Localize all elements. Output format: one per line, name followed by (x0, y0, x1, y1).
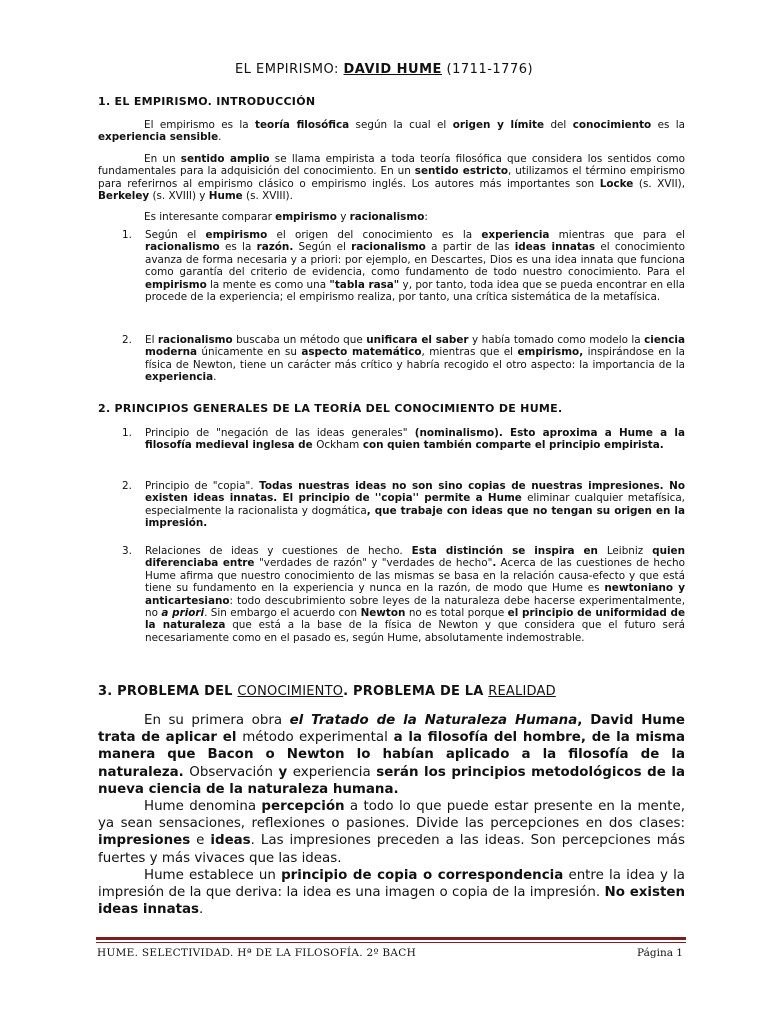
text-run: Según el (145, 229, 206, 241)
text-run: No existen ideas innatas (98, 885, 685, 918)
text-run: aspecto matemático (301, 346, 422, 359)
text-run: Locke (599, 177, 634, 190)
text-run: sentido amplio (180, 153, 270, 165)
text-run: inspirándose en la física de Newton, tiene un carácter más crítico y habría recogido el otro aspecto: la importancia de la (145, 346, 685, 371)
text-run: . (492, 557, 497, 570)
text-run: ciencia moderna (145, 334, 686, 359)
text-run: Según el (293, 241, 352, 254)
section2-heading: 2. PRINCIPIOS GENERALES DE LA TEORÍA DEL CONOCIMIENTO DE HUME. (98, 402, 563, 415)
text-run: : todo descubrimiento sobre leyes de la naturaleza debe hacerse experimentalmente, no (145, 594, 685, 620)
s2-list-number-2: 2. (122, 480, 132, 492)
footer-rule-thick (96, 937, 686, 940)
text-run: únicamente en su (196, 346, 302, 359)
text-run: a la filosofía del hombre, de la misma manera que Bacon o Newton lo habían aplicado a la filosofía de la naturaleza. (98, 730, 686, 780)
text-run: quien diferenciaba entre (145, 545, 685, 570)
text-run: racionalismo (157, 334, 233, 346)
text-run: newtoniano y anticartesiano (145, 582, 686, 607)
title-prefix: EL EMPIRISMO: (234, 62, 344, 77)
text-run: el (289, 713, 312, 728)
text-run: empirismo (275, 211, 337, 223)
text-run: unificara el saber (366, 334, 469, 346)
section3-heading (98, 684, 556, 699)
text-run: es la (651, 119, 686, 131)
s3-heading-a: PROBLEMA DEL (117, 684, 238, 699)
s1-paragraph-3 (144, 211, 731, 223)
text-run: no es total porque (405, 607, 508, 620)
text-run: con quien también comparte el principio empirista. (359, 439, 664, 452)
s2-list-number-3: 3. (122, 545, 132, 557)
s1-list-number-1: 1. (122, 229, 132, 241)
text-run: racionalismo (351, 241, 426, 254)
text-run: y (336, 211, 350, 223)
text-run: Principio de "copia". (145, 480, 254, 492)
text-run: experiencia sensible (98, 131, 219, 144)
text-run: Hume establece un (144, 868, 282, 883)
text-run: ideas innatas (514, 241, 596, 254)
page-title (0, 62, 768, 77)
text-run: , mientras que el (421, 346, 518, 359)
text-run: El (145, 334, 158, 346)
text-run: , David Hume trata de aplicar el (98, 713, 685, 746)
text-run: percepción (261, 799, 345, 814)
footer-rule-thin (96, 942, 686, 943)
text-run: racionalismo (349, 211, 425, 223)
text-run: , que trabaje con ideas que no tengan su origen en la impresión. (145, 504, 686, 530)
text-run: y había tomado como modelo la (468, 334, 645, 346)
text-run: experiencia (145, 371, 214, 384)
text-run: Relaciones de ideas y cuestiones de hecho. (145, 545, 403, 557)
s3-heading-c: . PROBLEMA DE LA (343, 684, 489, 699)
s1-list-item-2 (145, 334, 685, 384)
text-run: Principio de "negación de las ideas generales" (145, 427, 408, 439)
text-run: . Sin embargo el acuerdo con (204, 607, 361, 620)
text-run: Acerca de las cuestiones de hecho Hume afirma que nuestro conocimiento de las mismas se basa en la relación causa-efecto y que está tiene su fundamento en la experiencia y nunca en la razón, de modo que Hume es (145, 557, 685, 595)
section1-heading: 1. EL EMPIRISMO. INTRODUCCIÓN (98, 95, 316, 108)
text-run: . Las impresiones preceden a las ideas. Son percepciones más fuertes y más vivaces que las ideas. (98, 833, 685, 866)
text-run: el principio de uniformidad de la naturaleza (145, 607, 686, 632)
s3-paragraph-3 (98, 867, 685, 919)
text-run: a todo lo que puede estar presente en la mente, ya sean sensaciones, reflexiones o pasiones. Divide las percepciones en dos clases: (98, 799, 685, 832)
s2-list-item-1 (145, 427, 685, 452)
text-run: Observación (189, 764, 273, 780)
s2-list-item-3 (145, 545, 685, 644)
text-run: entre la idea y la impresión de la que deriva: la idea es una imagen o copia de la impresión. (98, 868, 685, 901)
text-run: empirismo (145, 278, 207, 291)
text-run: teoría filosófica (255, 119, 350, 131)
text-run: es la (219, 241, 257, 254)
text-run: empirismo, (517, 346, 584, 359)
s3-heading-conocimiento: CONOCIMIENTO (237, 684, 344, 699)
text-run: Ockham (316, 439, 360, 452)
text-run: empirismo (205, 229, 268, 241)
footer-course: HUME. SELECTIVIDAD. Hª DE LA FILOSOFÍA. 2º BACH (97, 947, 417, 959)
text-run: "verdades de razón" y "verdades de hecho" (259, 557, 493, 570)
text-run: conocimiento (572, 119, 652, 131)
text-run: mientras que para el (549, 229, 685, 241)
text-run: Hume (208, 190, 243, 203)
text-run: origen y límite (452, 119, 545, 131)
text-run: principio de copia o correspondencia (281, 868, 564, 883)
text-run: . (218, 131, 222, 144)
text-run: sentido estricto (414, 165, 508, 178)
s1-paragraph-1 (98, 119, 685, 144)
text-run: ideas (210, 833, 251, 849)
text-run: impresiones (98, 833, 191, 849)
title-dates: (1711-1776) (441, 62, 534, 77)
text-run: En un (144, 153, 181, 165)
text-run: (nominalismo). Esto aproxima a Hume a la filosofía medieval inglesa de (145, 427, 685, 452)
s3-heading-realidad: REALIDAD (488, 684, 556, 699)
text-run: a priori (161, 607, 205, 620)
text-run: experiencia (481, 229, 550, 241)
text-run: buscaba un método que (232, 334, 367, 346)
text-run: (s. XVIII) y (149, 190, 209, 203)
s1-list-number-2: 2. (122, 334, 132, 346)
title-name: DAVID HUME (343, 62, 442, 77)
text-run: : (424, 211, 428, 223)
text-run: El empirismo es la (144, 119, 256, 131)
text-run: serán los principios metodológicos de la nueva ciencia de la naturaleza humana. (98, 764, 685, 797)
text-run: del (544, 119, 573, 131)
text-run: . (199, 902, 204, 918)
s1-list-item-1 (145, 229, 685, 303)
text-run: Hume denomina (144, 799, 262, 814)
text-run: Tratado de la Naturaleza Humana (311, 713, 578, 728)
text-run: Todas nuestras ideas no son sino copias de nuestras impresiones. No existen ideas innatas. El principio de ''copia'' permite a Hume (145, 480, 685, 505)
text-run: se llama empirista a toda teoría filosófica que considera los sentidos como fundamentales para la adquisición del conocimiento. En un (98, 153, 686, 178)
s3-paragraph-2 (98, 798, 685, 867)
text-run: Leibniz (606, 545, 644, 557)
text-run: y, por tanto, toda idea que se pueda encontrar en ella procede de la experiencia; el empirismo realiza, por tanto, una crítica sistemática de la metafísica. (145, 278, 685, 304)
text-run: racionalismo (145, 241, 220, 254)
s3-num: 3. (98, 684, 113, 699)
text-run: experiencia (292, 764, 371, 780)
text-run: el conocimiento avanza de forma necesaria y a priori: por ejemplo, en Descartes, Dios es una idea innata que funciona como garantía del criterio de evidencia, como fundamento de todo nuestro conocimiento. Para el (145, 241, 685, 279)
text-run: En su primera obra (144, 713, 290, 728)
text-run: Berkeley (98, 190, 150, 203)
text-run: (s. XVIII). (242, 190, 293, 203)
footer-page-number: Página 1 (637, 947, 683, 959)
text-run: Esta distinción se inspira en (402, 545, 607, 557)
text-run: según la cual el (349, 119, 453, 131)
text-run: razón. (256, 241, 294, 254)
s1-paragraph-2 (98, 153, 685, 203)
s2-list-item-2 (145, 480, 685, 530)
text-run: y (272, 764, 293, 780)
text-run: . (213, 371, 217, 384)
text-run: Es interesante comparar (144, 211, 276, 223)
text-run: eliminar cualquier metafísica, especialmente la racionalista y dogmática (145, 492, 685, 517)
text-run: "tabla rasa" (329, 278, 400, 291)
text-run: , utilizamos el término empirismo para referirnos al empirismo clásico o empirismo inglés. Los autores más importantes son (98, 165, 685, 190)
text-run: la mente es como una (206, 278, 330, 291)
text-run: el origen del conocimiento es la (267, 229, 482, 241)
text-run: método experimental (242, 730, 388, 746)
text-run: a partir de las (425, 241, 515, 254)
text-run: e (190, 833, 211, 849)
text-run: Newton (360, 607, 406, 620)
s2-list-number-1: 1. (122, 427, 132, 439)
s3-paragraph-1 (98, 712, 685, 798)
text-run: (s. XVII), (633, 177, 686, 190)
text-run: que está a la base de la física de Newton y que considera que el futuro será necesariamente como en el pasado es, según Hume, absolutamente indemostrable. (145, 619, 685, 644)
